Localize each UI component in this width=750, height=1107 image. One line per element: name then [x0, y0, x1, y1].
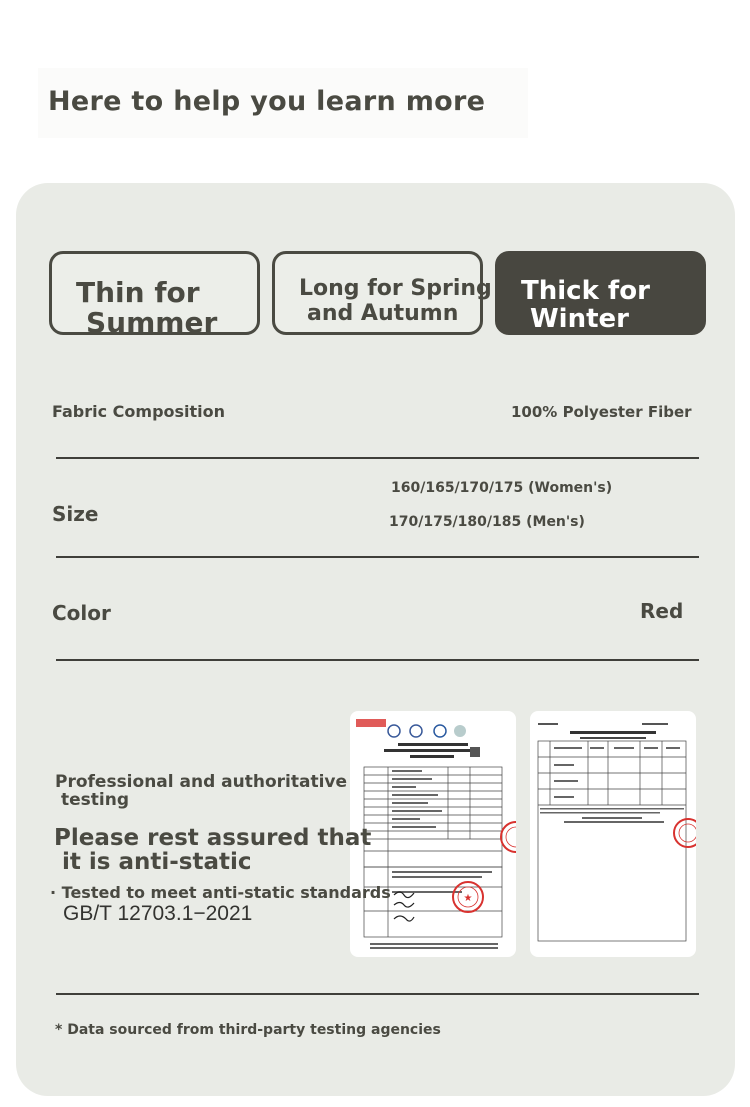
season-label-line2: and Autumn	[307, 301, 459, 326]
test-report-page-2-image	[530, 711, 696, 957]
season-button-summer[interactable]	[49, 251, 260, 339]
tested-standards-note: · Tested to meet anti-static standards	[50, 883, 391, 902]
season-button-winter[interactable]	[495, 251, 706, 335]
anti-static-claim-line2: it is anti-static	[62, 849, 252, 875]
testing-heading-line1: Professional and authoritative	[55, 772, 348, 792]
svg-text:★: ★	[463, 893, 473, 904]
size-men-value: 170/175/180/185 (Men's)	[389, 514, 585, 530]
size-women-value: 160/165/170/175 (Women's)	[391, 480, 613, 496]
color-value: Red	[640, 599, 684, 623]
season-button-spring-autumn[interactable]	[272, 251, 492, 335]
page-heading: Here to help you learn more	[48, 86, 486, 117]
fabric-value: 100% Polyester Fiber	[511, 403, 692, 421]
divider	[56, 457, 699, 459]
season-label-line2: Winter	[530, 304, 629, 334]
testing-heading-line2: testing	[61, 790, 129, 810]
season-label-line1: Long for Spring	[299, 276, 492, 301]
size-label: Size	[52, 502, 99, 526]
season-label-line1: Thick for	[521, 276, 650, 306]
season-label-line1: Thin for	[76, 276, 200, 309]
color-label: Color	[52, 601, 111, 625]
anti-static-claim-line1: Please rest assured that	[54, 825, 372, 851]
divider	[56, 993, 699, 995]
season-label-line2: Summer	[86, 306, 218, 339]
footnote: * Data sourced from third-party testing agencies	[55, 1022, 441, 1038]
test-report-page-1-image	[350, 711, 516, 957]
fabric-label: Fabric Composition	[52, 402, 226, 421]
divider	[56, 659, 699, 661]
divider	[56, 556, 699, 558]
standard-code: GB/T 12703.1−2021	[63, 902, 253, 925]
